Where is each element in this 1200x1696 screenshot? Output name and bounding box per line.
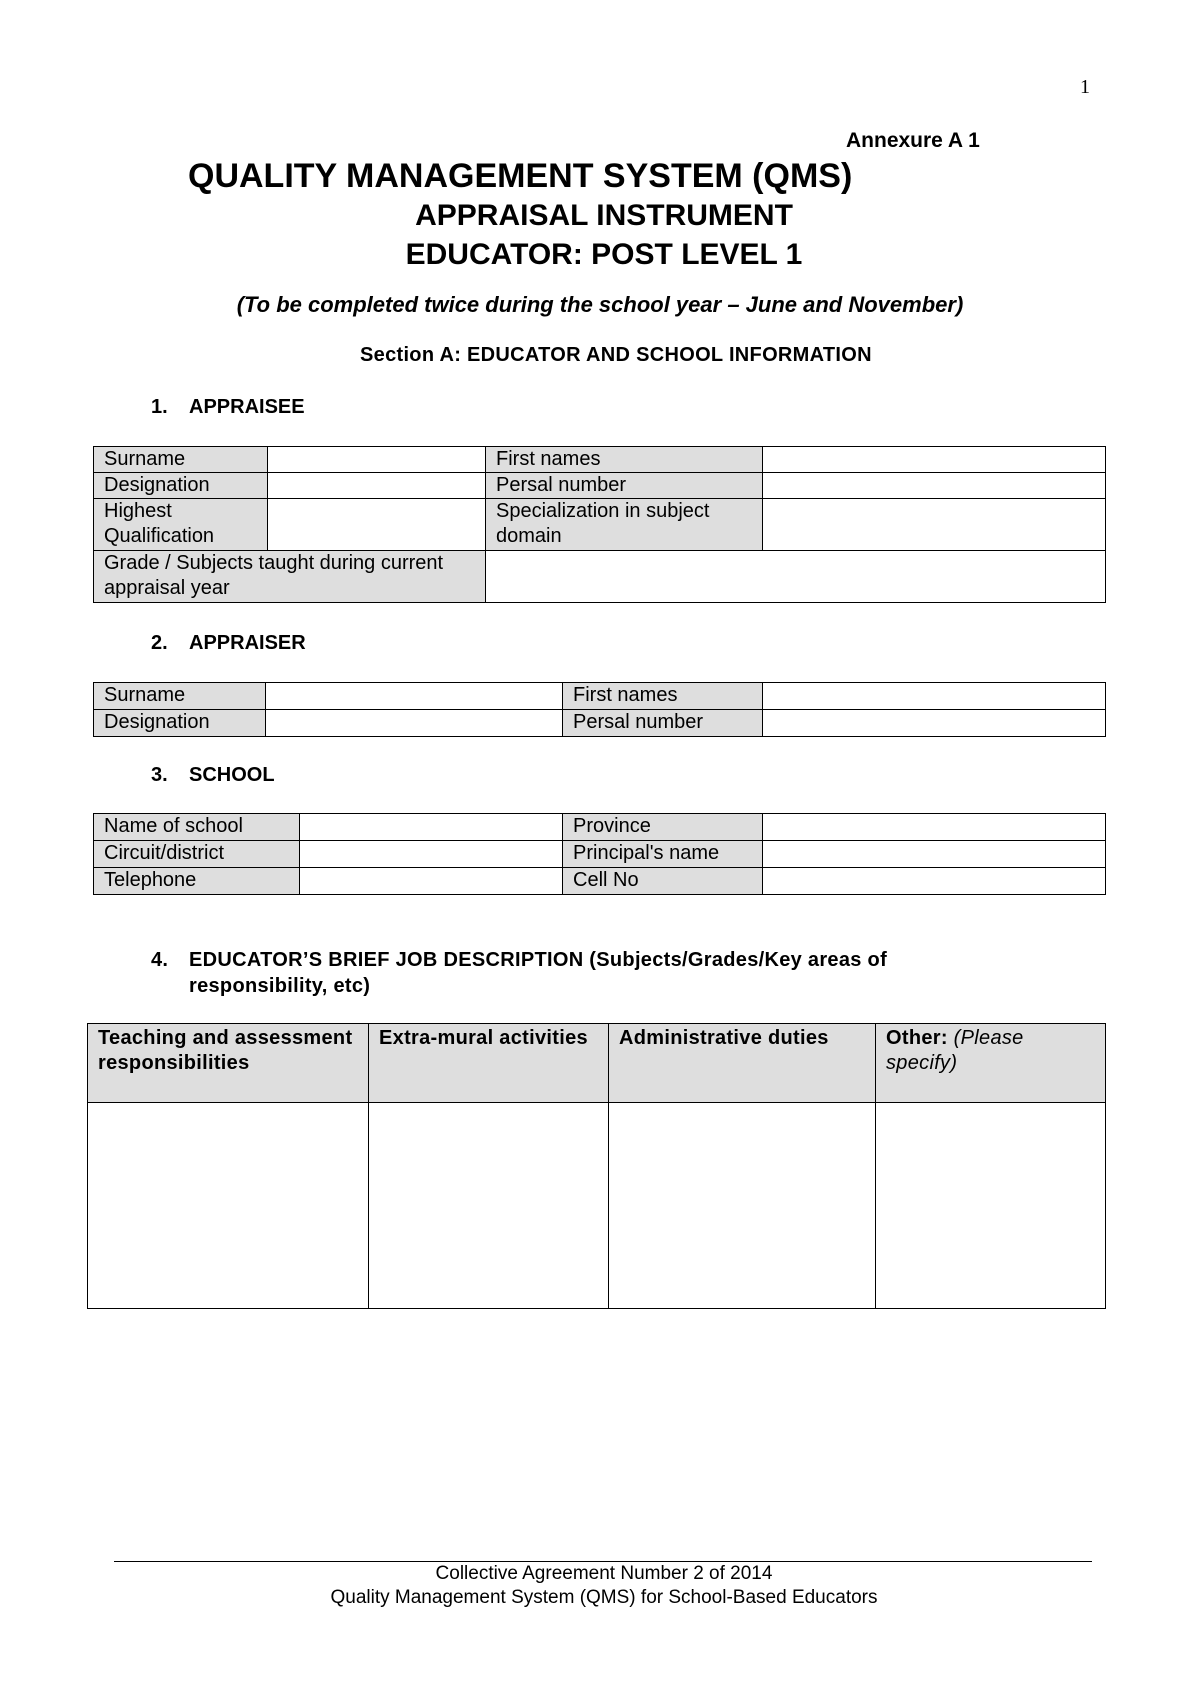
table-row <box>88 1024 1106 1103</box>
table-row <box>94 710 1106 737</box>
page-number: 1 <box>1080 76 1090 98</box>
appraiser-heading <box>151 632 306 655</box>
column-teaching-assessment: Teaching and assessment responsibilities <box>88 1024 369 1103</box>
footer-agreement: Collective Agreement Number 2 of 2014 <box>435 1563 773 1584</box>
appraiser-persal-label: Persal number <box>563 710 763 737</box>
completion-instruction: (To be completed twice during the school year – June and November) <box>236 292 964 317</box>
document-post-level: EDUCATOR: POST LEVEL 1 <box>405 238 803 271</box>
table-row <box>94 814 1106 841</box>
appraisee-surname-label: Surname <box>94 447 268 473</box>
school-telephone-field[interactable] <box>300 868 563 895</box>
table-row <box>94 551 1106 603</box>
school-province-label: Province <box>563 814 763 841</box>
appraisee-first-names-label: First names <box>486 447 763 473</box>
table-row <box>94 841 1106 868</box>
school-circuit-field[interactable] <box>300 841 563 868</box>
school-cell-label: Cell No <box>563 868 763 895</box>
appraisee-qualification-label: Highest Qualification <box>94 499 268 551</box>
table-row <box>94 447 1106 473</box>
appraisee-qualification-field[interactable] <box>268 499 486 551</box>
school-cell-field[interactable] <box>763 868 1106 895</box>
appraiser-designation-label: Designation <box>94 710 266 737</box>
appraiser-surname-field[interactable] <box>266 683 563 710</box>
job-description-table <box>87 1023 1106 1309</box>
appraisee-designation-label: Designation <box>94 473 268 499</box>
appraiser-first-names-label: First names <box>563 683 763 710</box>
teaching-assessment-field[interactable] <box>88 1103 369 1309</box>
annexure-label: Annexure A 1 <box>846 129 980 152</box>
school-province-field[interactable] <box>763 814 1106 841</box>
column-extramural: Extra-mural activities <box>369 1024 609 1103</box>
appraiser-number: 2. <box>151 632 168 654</box>
extramural-field[interactable] <box>369 1103 609 1309</box>
school-table <box>93 813 1106 895</box>
column-other-hint: (Please specify) <box>886 1027 1024 1074</box>
appraiser-table <box>93 682 1106 737</box>
appraiser-surname-label: Surname <box>94 683 266 710</box>
school-number: 3. <box>151 764 168 786</box>
appraisee-first-names-field[interactable] <box>763 447 1106 473</box>
column-other-label: Other: <box>886 1027 948 1049</box>
school-name-label: Name of school <box>94 814 300 841</box>
appraiser-first-names-field[interactable] <box>763 683 1106 710</box>
appraisee-surname-field[interactable] <box>268 447 486 473</box>
appraisee-specialization-label: Specialization in subject domain <box>486 499 763 551</box>
school-name-field[interactable] <box>300 814 563 841</box>
table-row <box>88 1103 1106 1309</box>
appraisee-persal-field[interactable] <box>763 473 1106 499</box>
footer-divider <box>114 1561 1092 1562</box>
school-principal-field[interactable] <box>763 841 1106 868</box>
document-title: QUALITY MANAGEMENT SYSTEM (QMS) <box>188 157 853 195</box>
table-row <box>94 683 1106 710</box>
table-row <box>94 499 1106 551</box>
administrative-field[interactable] <box>609 1103 876 1309</box>
job-description-heading-text: EDUCATOR’S BRIEF JOB DESCRIPTION (Subjects/Grades/Key areas of responsibility, etc) <box>189 949 888 997</box>
appraisee-designation-field[interactable] <box>268 473 486 499</box>
appraiser-designation-field[interactable] <box>266 710 563 737</box>
school-telephone-label: Telephone <box>94 868 300 895</box>
appraisee-heading-text: APPRAISEE <box>189 396 305 418</box>
appraisee-grade-subjects-field[interactable] <box>486 551 1106 603</box>
appraisee-number: 1. <box>151 396 168 418</box>
section-a-heading: Section A: EDUCATOR AND SCHOOL INFORMATION <box>360 344 872 366</box>
document-subtitle: APPRAISAL INSTRUMENT <box>415 199 793 232</box>
appraisee-heading <box>151 396 305 419</box>
column-administrative: Administrative duties <box>609 1024 876 1103</box>
appraisee-persal-label: Persal number <box>486 473 763 499</box>
footer-system: Quality Management System (QMS) for School-Based Educators <box>330 1587 878 1608</box>
job-description-heading <box>151 947 971 999</box>
school-principal-label: Principal's name <box>563 841 763 868</box>
appraisee-grade-subjects-label: Grade / Subjects taught during current appraisal year <box>94 551 486 603</box>
school-heading-text: SCHOOL <box>189 764 275 786</box>
appraisee-table <box>93 446 1106 603</box>
other-field[interactable] <box>876 1103 1106 1309</box>
school-circuit-label: Circuit/district <box>94 841 300 868</box>
job-description-number: 4. <box>151 949 169 971</box>
appraiser-persal-field[interactable] <box>763 710 1106 737</box>
appraiser-heading-text: APPRAISER <box>189 632 306 654</box>
column-other <box>876 1024 1106 1103</box>
school-heading <box>151 764 275 787</box>
appraisee-specialization-field[interactable] <box>763 499 1106 551</box>
table-row <box>94 473 1106 499</box>
table-row <box>94 868 1106 895</box>
